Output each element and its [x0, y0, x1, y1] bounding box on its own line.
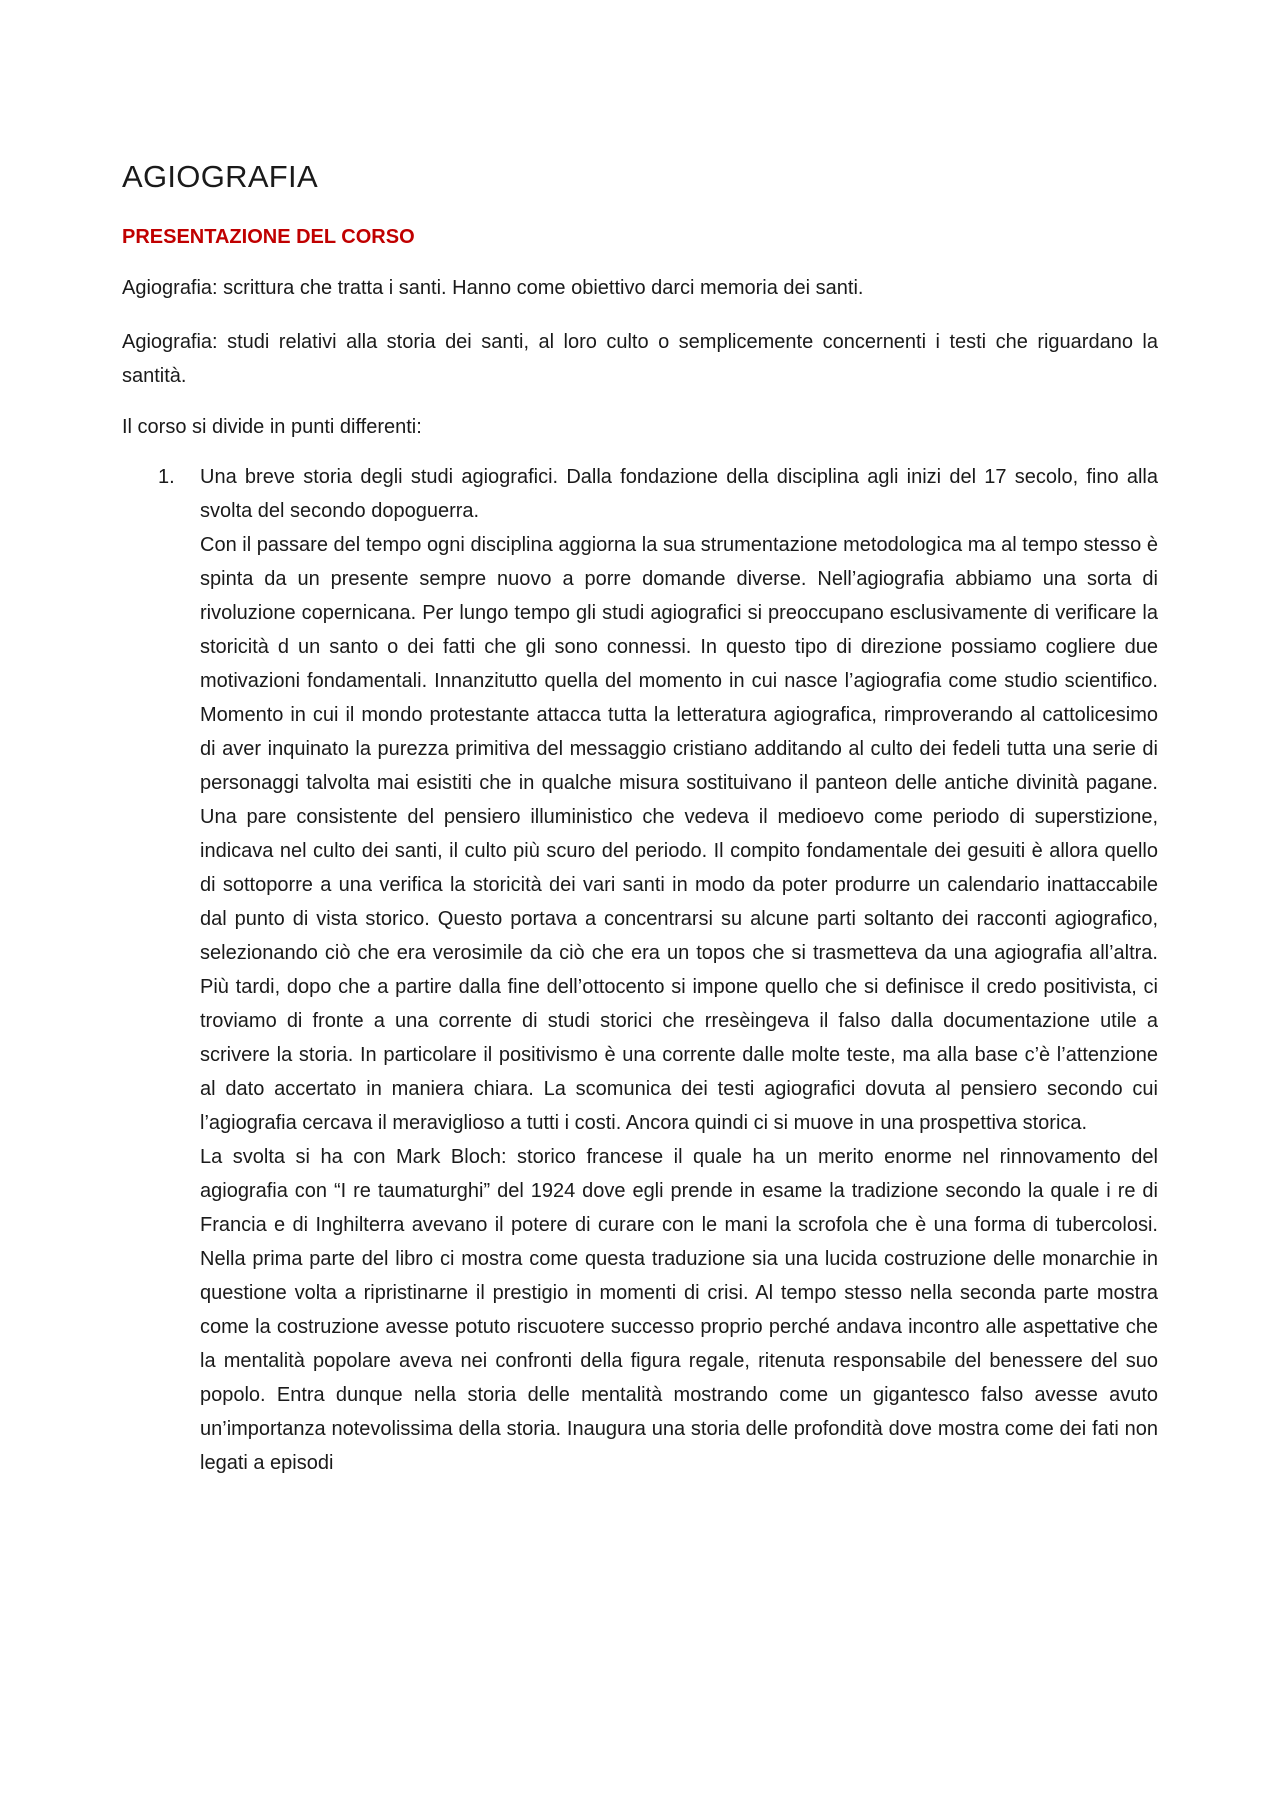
list-item-paragraph: Con il passare del tempo ogni disciplina aggiorna la sua strumentazione metodologica ma al tempo stesso è spinta da un presente sempre nuovo a porre domande diverse. Nell’agiografia abbiamo una sorta di rivoluzione copernicana. Per lungo tempo gli studi agiografici si preoccupano esclusivamente di verificare la storicità d un santo o dei fatti che gli sono connessi. In questo tipo di direzione possiamo cogliere due motivazioni fondamentali. Innanzitutto quella del momento in cui nasce l’agiografia come studio scientifico. Momento in cui il mondo protestante attacca tutta la letteratura agiografica, rimproverando al cattolicesimo di aver inquinato la purezza primitiva del messaggio cristiano additando al culto dei fedeli tutta una serie di personaggi talvolta mai esistiti che in qualche misura sostituivano il panteon delle antiche divinità pagane. Una pare consistente del pensiero illuministico che vedeva il medioevo come periodo di superstizione, indicava nel culto dei santi, il culto più scuro del periodo. Il compito fondamentale dei gesuiti è allora quello di sottoporre a una verifica la storicità dei vari santi in modo da poter produrre un calendario inattaccabile dal punto di vista storico. Questo portava a concentrarsi su alcune parti soltanto dei racconti agiografico, selezionando ciò che era verosimile da ciò che era un topos che si trasmetteva da una agiografia all’altra. Più tardi, dopo che a partire dalla fine dell’ottocento si impone quello che si definisce il credo positivista, ci troviamo di fronte a una corrente di studi storici che rresèingeva il falso dalla documentazione utile a scrivere la storia. In particolare il positivismo è una corrente dalle molte teste, ma alla base c’è l’attenzione al dato accertato in maniera chiara. La scomunica dei testi agiografici dovuta al pensiero secondo cui l’agiografia cercava il meraviglioso a tutti i costi. Ancora quindi ci si muove in una prospettiva storica.	[200, 534, 1158, 1134]
paragraph: Il corso si divide in punti differenti:	[122, 416, 422, 438]
list-item	[122, 460, 1158, 1480]
section-heading: PRESENTAZIONE DEL CORSO	[122, 226, 415, 248]
numbered-list	[122, 460, 1158, 1480]
paragraph: Agiografia: studi relativi alla storia dei santi, al loro culto o semplicemente concernenti i testi che riguardano la santità.	[122, 331, 1158, 387]
paragraph: Agiografia: scrittura che tratta i santi. Hanno come obiettivo darci memoria dei santi.	[122, 277, 864, 299]
list-item-paragraph: La svolta si ha con Mark Bloch: storico francese il quale ha un merito enorme nel rinnovamento del agiografia con “I re taumaturghi” del 1924 dove egli prende in esame la tradizione secondo la quale i re di Francia e di Inghilterra avevano il potere di curare con le mani la scrofola che è una forma di tubercolosi. Nella prima parte del libro ci mostra come questa traduzione sia una lucida costruzione delle monarchie in questione volta a ripristinarne il prestigio in momenti di crisi. Al tempo stesso nella seconda parte mostra come la costruzione avesse potuto riscuotere successo proprio perché andava incontro alle aspettative che la mentalità popolare aveva nei confronti della figura regale, ritenuta responsabile del benessere del suo popolo. Entra dunque nella storia delle mentalità mostrando come un gigantesco falso avesse avuto un’importanza notevolissima della storia. Inaugura una storia delle profondità dove mostra come dei fati non legati a episodi	[200, 1146, 1158, 1474]
document-title: AGIOGRAFIA	[122, 159, 318, 194]
list-item-number: 1.	[158, 466, 175, 488]
list-item-paragraph: Una breve storia degli studi agiografici. Dalla fondazione della disciplina agli inizi del 17 secolo, fino alla svolta del secondo dopoguerra.	[200, 466, 1158, 522]
